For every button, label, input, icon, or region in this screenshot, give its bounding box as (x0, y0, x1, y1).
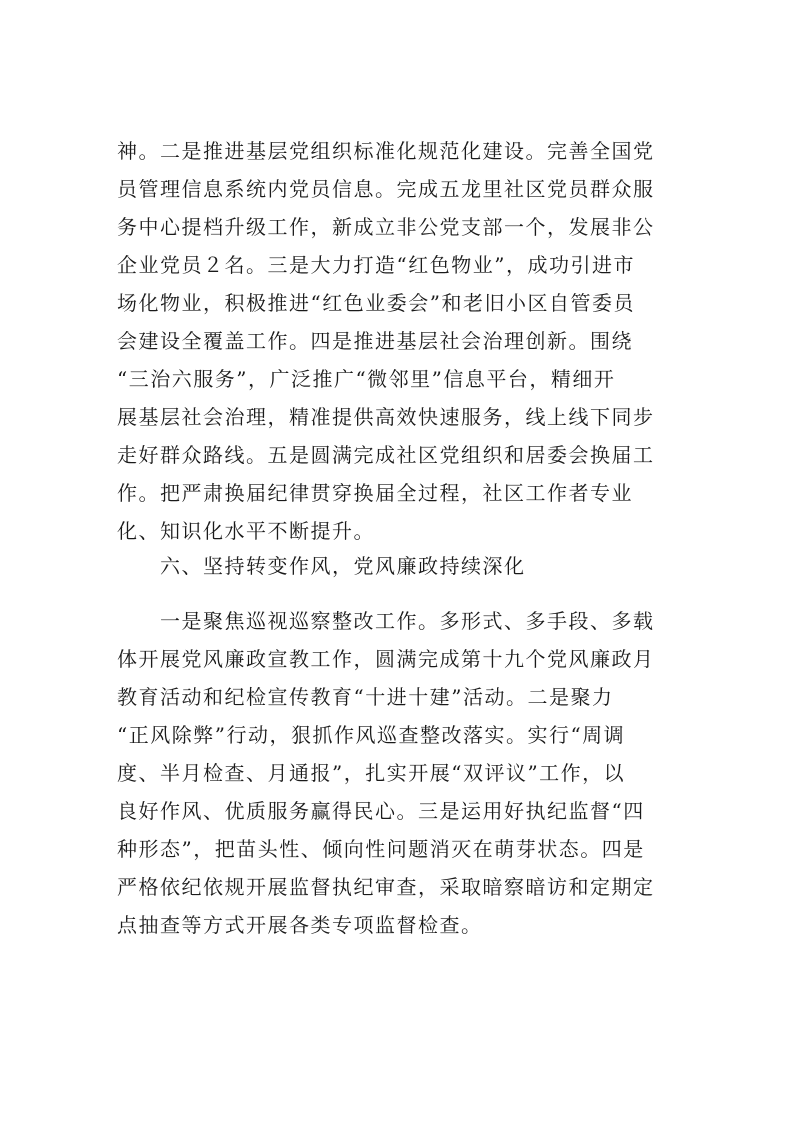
text-line: “三治六服务”，广泛推广“微邻里”信息平台，精细开 (117, 367, 616, 391)
text-line: 务中心提档升级工作，新成立非公党支部一个，发展非公 (117, 215, 655, 239)
text-line: “正风除弊”行动，狠抓作风巡查整改落实。实行“周调 (117, 723, 626, 747)
text-line: 员管理信息系统内党员信息。完成五龙里社区党员群众服 (117, 177, 655, 201)
text-line: 严格依纪依规开展监督执纪审查，采取暗察暗访和定期定 (117, 875, 655, 899)
text-line: 体开展党风廉政宣教工作，圆满完成第十九个党风廉政月 (117, 647, 655, 671)
text-line: 种形态”，把苗头性、倾向性问题消灭在萌芽状态。四是 (117, 837, 645, 861)
text-line: 一是聚焦巡视巡察整改工作。多形式、多手段、多载 (117, 609, 655, 633)
text-line: 作。把严肃换届纪律贯穿换届全过程，社区工作者专业 (117, 481, 633, 505)
text-line: 点抽查等方式开展各类专项监督检查。 (117, 913, 483, 937)
text-line: 教育活动和纪检宣传教育“十进十建”活动。二是聚力 (117, 685, 614, 709)
text-line: 度、半月检查、月通报”，扎实开展“双评议”工作，以 (117, 761, 626, 785)
text-line: 会建设全覆盖工作。四是推进基层社会治理创新。围绕 (117, 329, 633, 353)
text-line: 展基层社会治理，精准提供高效快速服务，线上线下同步 (117, 405, 655, 429)
paragraph-grassroots-party-building (117, 132, 687, 550)
text-line: 企业党员２名。三是大力打造“红色物业”，成功引进市 (117, 253, 635, 277)
section-heading-text: 六、坚持转变作风，党风廉政持续深化 (117, 554, 526, 578)
text-line: 场化物业，积极推进“红色业委会”和老旧小区自管委员 (117, 291, 635, 315)
section-heading (117, 547, 687, 585)
text-line: 走好群众路线。五是圆满完成社区党组织和居委会换届工 (117, 443, 655, 467)
paragraph-party-conduct (117, 602, 687, 944)
text-line: 良好作风、优质服务赢得民心。三是运用好执纪监督“四 (117, 799, 645, 823)
text-line: 神。二是推进基层党组织标准化规范化建设。完善全国党 (117, 139, 655, 163)
text-line: 化、知识化水平不断提升。 (117, 519, 375, 543)
